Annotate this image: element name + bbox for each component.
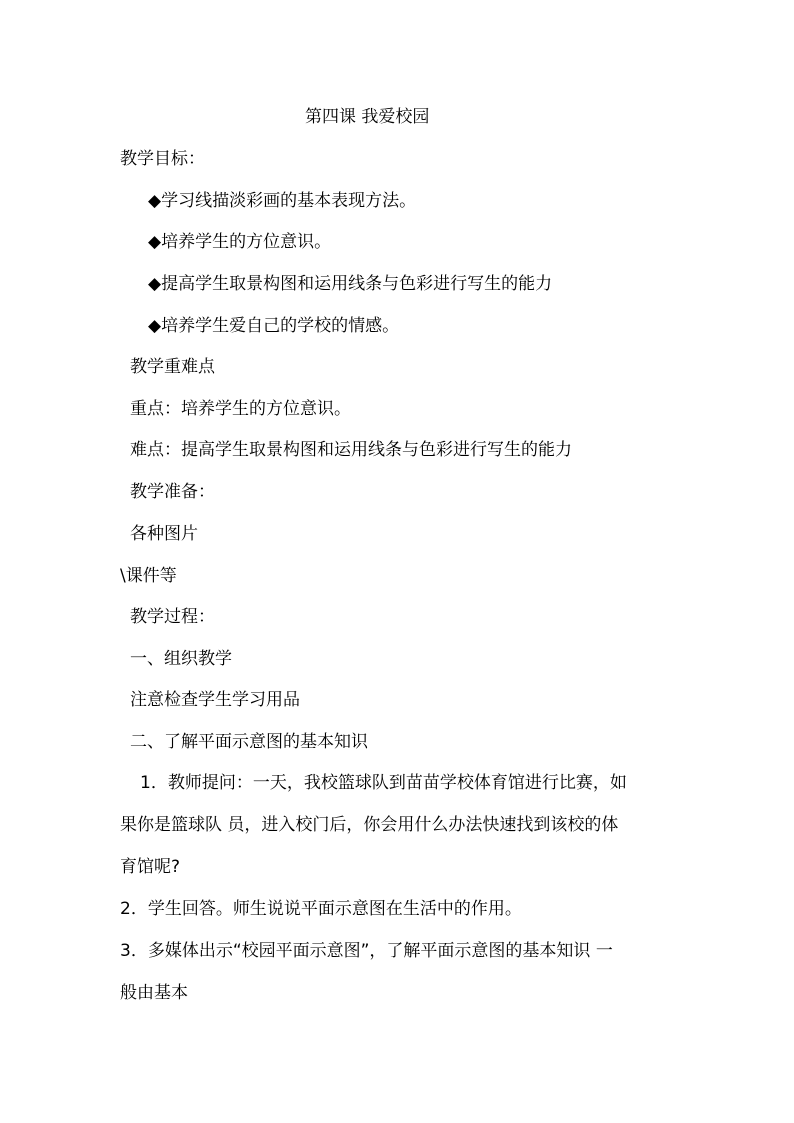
objectives-heading: 教学目标： (120, 149, 205, 169)
key-point: 重点：培养学生的方位意识。 (130, 399, 351, 419)
preparation-heading: 教学准备： (130, 482, 215, 502)
preparation-item: \课件等 (120, 566, 177, 586)
paragraph-line: 2．学生回答。师生说说平面示意图在生活中的作用。 (120, 899, 522, 919)
paragraph-line: 果你是篮球队 员，进入校门后，你会用什么办法快速找到该校的体 (120, 815, 619, 835)
section-heading: 二、了解平面示意图的基本知识 (130, 732, 368, 752)
preparation-item: 各种图片 (130, 524, 198, 544)
paragraph-line: 1．教师提问：一天，我校篮球队到苗苗学校体育馆进行比赛，如 (140, 773, 627, 793)
paragraph-line: 般由基本 (120, 983, 188, 1003)
section-heading: 一、组织教学 (130, 649, 232, 669)
objective-item: ◆提高学生取景构图和运用线条与色彩进行写生的能力 (148, 274, 553, 294)
paragraph-line: 育馆呢? (120, 857, 181, 877)
section-text: 注意检查学生学习用品 (130, 690, 300, 710)
process-heading: 教学过程： (130, 607, 215, 627)
key-difficult-heading: 教学重难点 (130, 357, 215, 377)
objective-item: ◆培养学生爱自己的学校的情感。 (148, 316, 400, 336)
lesson-title: 第四课 我爱校园 (305, 107, 430, 127)
difficult-point: 难点：提高学生取景构图和运用线条与色彩进行写生的能力 (130, 440, 572, 460)
objective-item: ◆学习线描淡彩画的基本表现方法。 (148, 191, 417, 211)
paragraph-line: 3．多媒体出示“校园平面示意图”，了解平面示意图的基本知识 一 (120, 941, 613, 961)
objective-item: ◆培养学生的方位意识。 (148, 232, 332, 252)
